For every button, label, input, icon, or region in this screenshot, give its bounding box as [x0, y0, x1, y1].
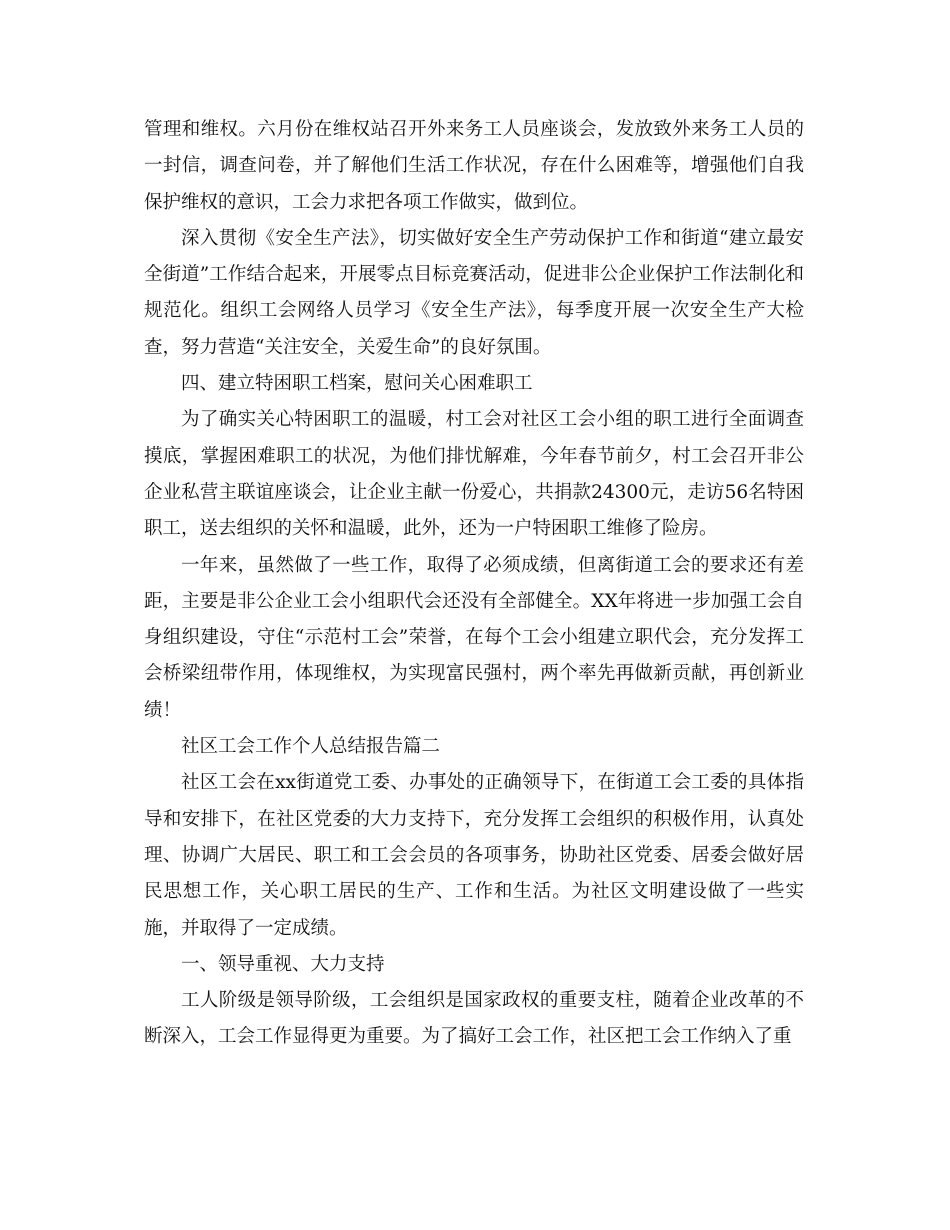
paragraph-year-summary: 一年来，虽然做了一些工作，取得了必须成绩，但离街道工会的要求还有差距，主要是非公企业工会小组职代会还没有全部健全。XX年将进一步加强工会自身组织建设，守住“示范村工会”荣誉，在每个工会小组建立职代会，充分发挥工会桥梁纽带作用，体现维权，为实现富民强村，两个率先再做新贡献，再创新业绩！ [144, 554, 804, 721]
paragraph-working-class: 工人阶级是领导阶级，工会组织是国家政权的重要支柱，随着企业改革的不断深入，工会工作显得更为重要。为了搞好工会工作，社区把工会工作纳入了重 [144, 990, 804, 1048]
document-page [144, 112, 804, 1056]
paragraph-hardship-workers: 为了确实关心特困职工的温暖，村工会对社区工会小组的职工进行全面调查摸底，掌握困难职工的状况，为他们排忧解难，今年春节前夕，村工会召开非公企业私营主联谊座谈会，让企业主献一份爱心，共捐款24300元，走访56名特困职工，送去组织的关怀和温暖，此外，还为一户特困职工维修了险房。 [144, 409, 804, 540]
section-heading-four: 四、建立特困职工档案，慰问关心困难职工 [181, 373, 533, 395]
paragraph-community-union: 社区工会在xx街道党工委、办事处的正确领导下，在街道工会工委的具体指导和安排下，在社区党委的大力支持下，充分发挥工会组织的积极作用，认真处理、协调广大居民、职工和工会会员的各项事务，协助社区党委、居委会做好居民思想工作，关心职工居民的生产、工作和生活。为社区文明建设做了一些实施，并取得了一定成绩。 [144, 772, 804, 939]
paragraph-safety-law: 深入贯彻《安全生产法》，切实做好安全生产劳动保护工作和街道“建立最安全街道”工作结合起来，开展零点目标竞赛活动，促进非公企业保护工作法制化和规范化。组织工会网络人员学习《安全生产法》，每季度开展一次安全生产大检查，努力营造“关注安全，关爱生命”的良好氛围。 [144, 227, 804, 358]
paragraph-continuation: 管理和维权。六月份在维权站召开外来务工人员座谈会，发放致外来务工人员的一封信，调查问卷，并了解他们生活工作状况，存在什么困难等，增强他们自我保护维权的意识，工会力求把各项工作做实，做到位。 [144, 119, 804, 213]
section-heading-one: 一、领导重视、大力支持 [181, 953, 385, 975]
report-title-part-two: 社区工会工作个人总结报告篇二 [181, 736, 441, 758]
